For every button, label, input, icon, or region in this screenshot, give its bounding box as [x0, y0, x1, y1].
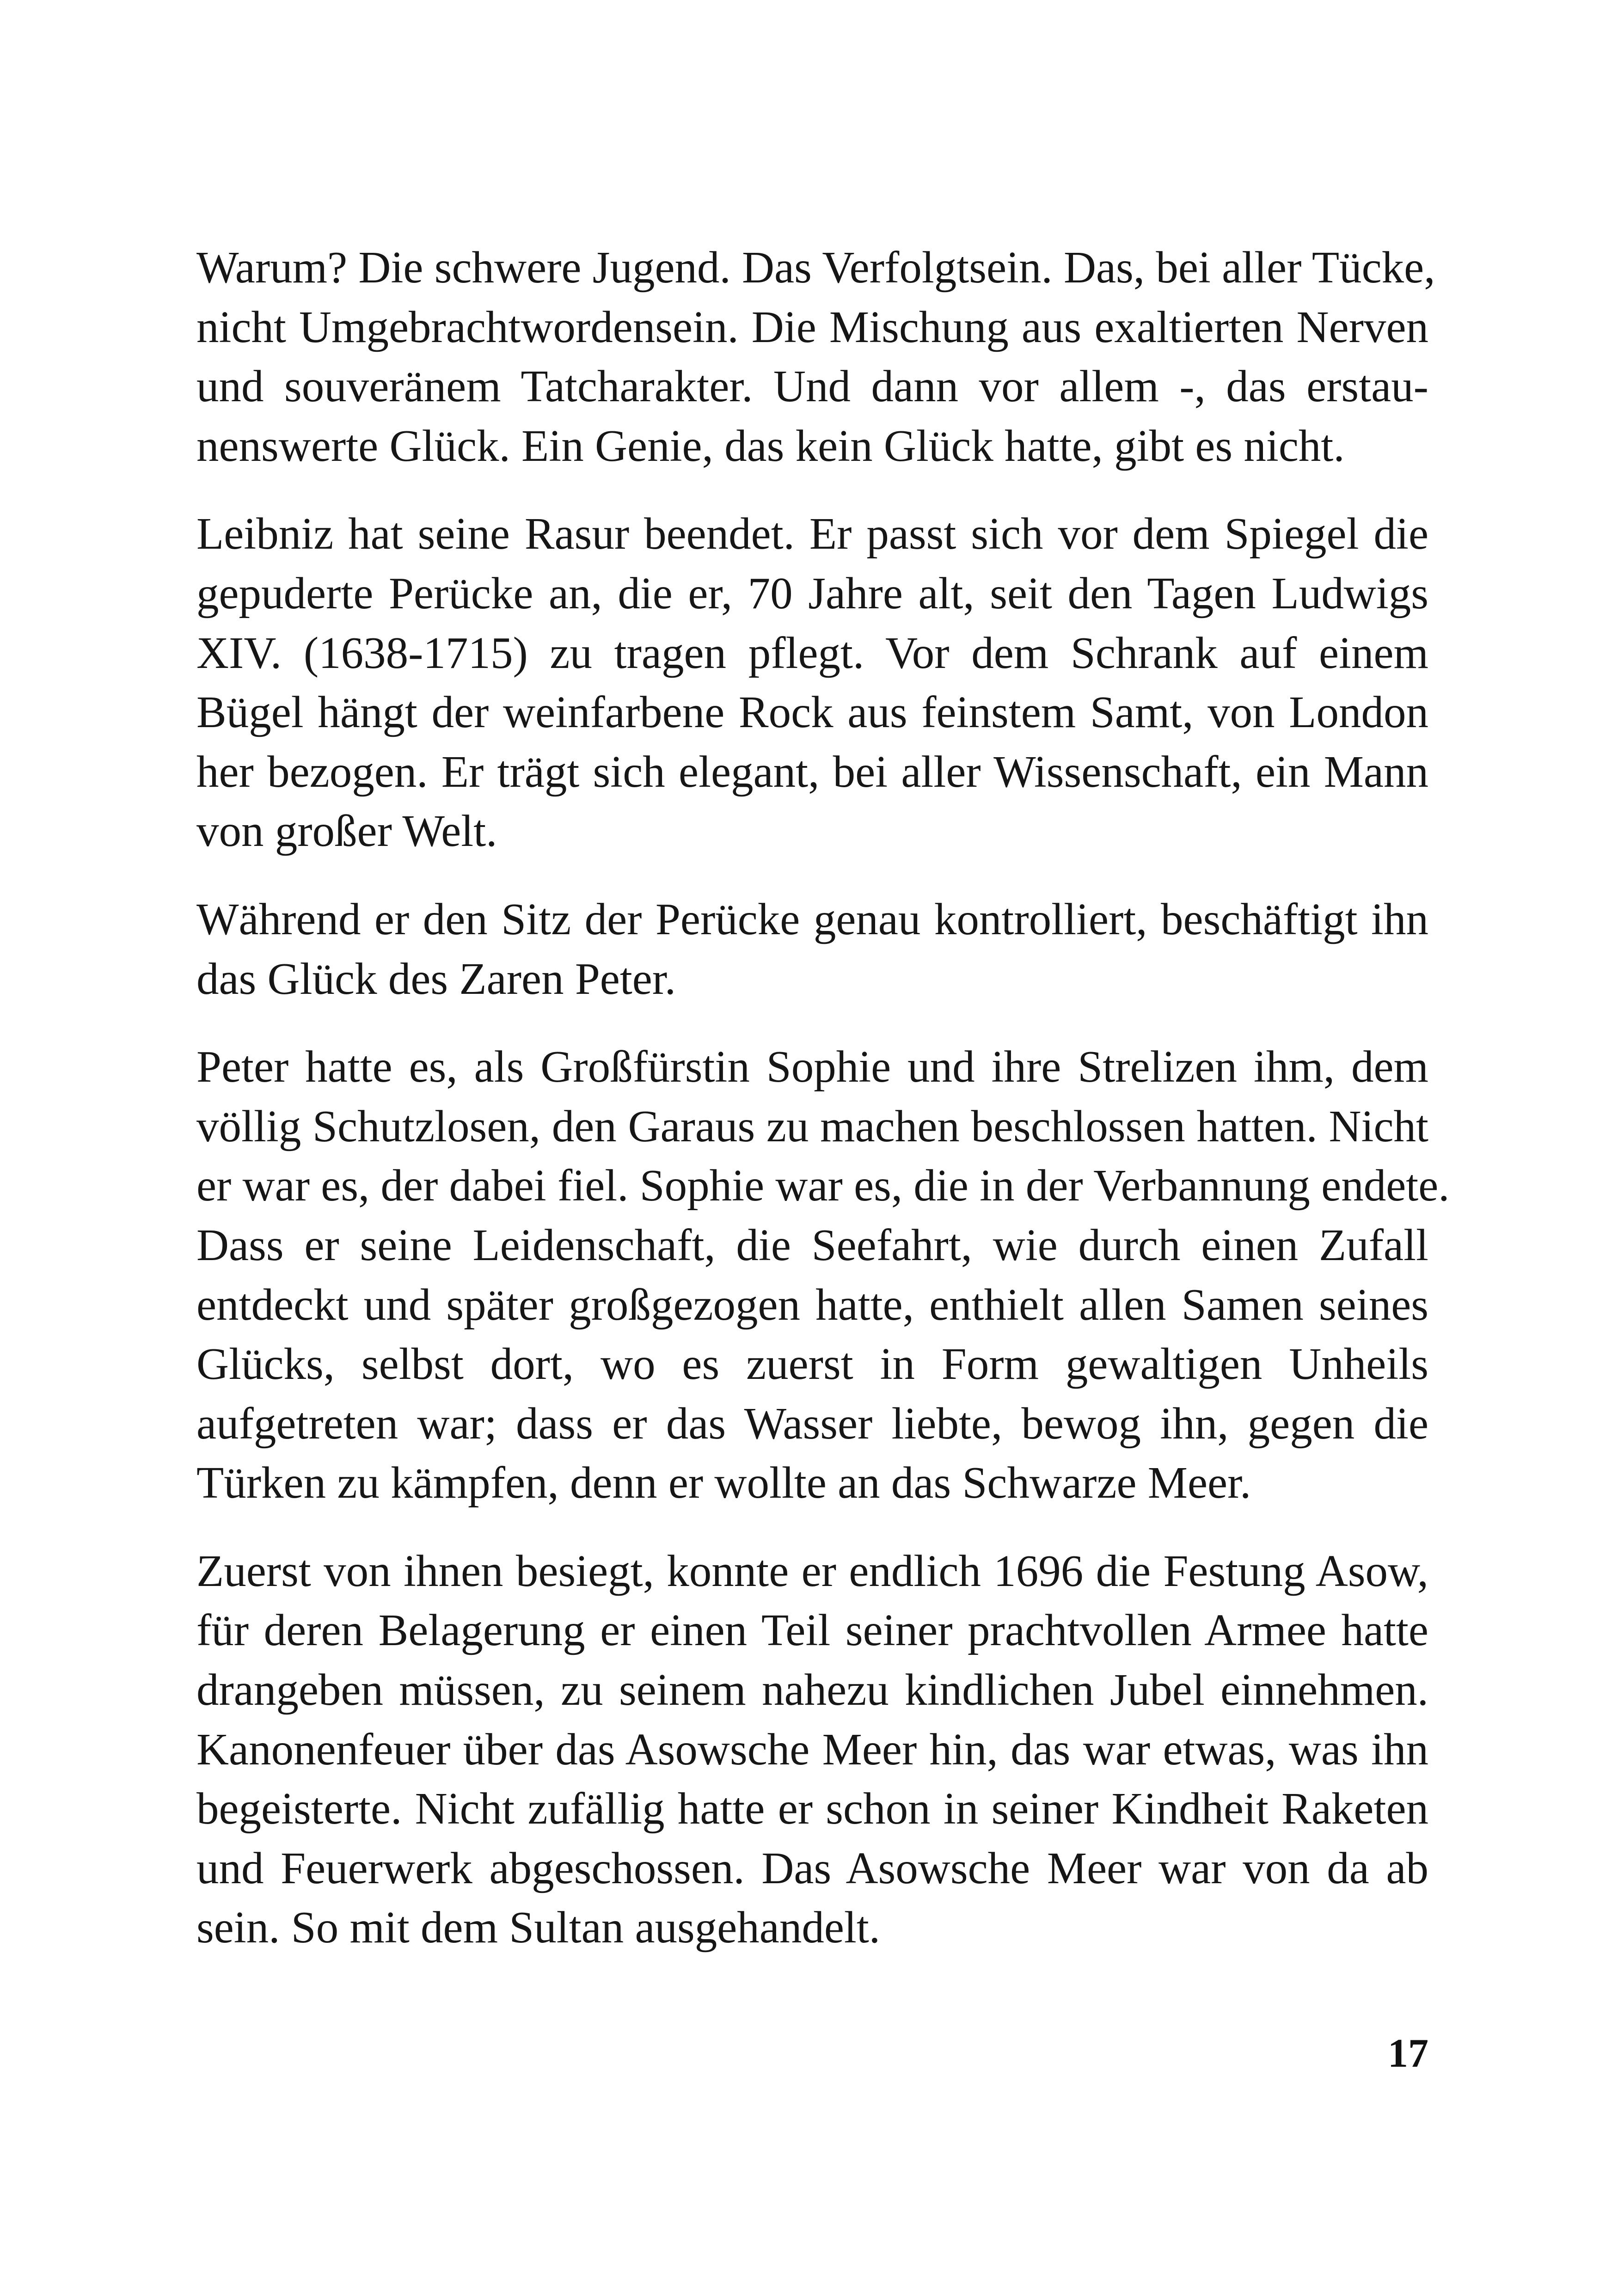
- text-line: Türken zu kämpfen, denn er wollte an das Schwarze Meer.: [196, 1458, 1251, 1508]
- text-line: Warum? Die schwere Jugend. Das Verfolgtsein. Das, bei aller Tücke,: [196, 243, 1435, 292]
- text-line: Während er den Sitz der Perücke genau kontrolliert, beschäftigt ihn: [196, 894, 1428, 944]
- text-line: nicht Umgebrachtwordensein. Die Mischung aus exaltierten Nerven: [196, 302, 1428, 352]
- text-line: entdeckt und später großgezogen hatte, enthielt allen Samen seines: [196, 1280, 1428, 1329]
- text-line: Zuerst von ihnen besiegt, konnte er endlich 1696 die Festung Asow,: [196, 1546, 1428, 1596]
- text-line: das Glück des Zaren Peter.: [196, 954, 676, 1004]
- paragraph-4: [196, 1037, 1450, 1513]
- text-line: Glücks, selbst dort, wo es zuerst in Form gewaltigen Unheils: [196, 1339, 1428, 1389]
- text-line: aufgetreten war; dass er das Wasser liebte, bewog ihn, gegen die: [196, 1398, 1428, 1448]
- text-line: Dass er seine Leidenschaft, die Seefahrt, wie durch einen Zufall: [196, 1220, 1428, 1270]
- text-line: für deren Belagerung er einen Teil seiner prachtvollen Armee hatte: [196, 1605, 1428, 1655]
- text-line: Leibniz hat seine Rasur beendet. Er passt sich vor dem Spiegel die: [196, 509, 1428, 559]
- text-line: XIV. (1638-1715) zu tragen pflegt. Vor dem Schrank auf einem: [196, 628, 1428, 678]
- text-line: Kanonenfeuer über das Asowsche Meer hin, das war etwas, was ihn: [196, 1724, 1428, 1774]
- text-line: gepuderte Perücke an, die er, 70 Jahre alt, seit den Tagen Ludwigs: [196, 568, 1428, 618]
- text-line: Bügel hängt der weinfarbene Rock aus feinstem Samt, von London: [196, 687, 1428, 737]
- page-number: 17: [1388, 2031, 1428, 2076]
- text-line: drangeben müssen, zu seinem nahezu kindlichen Jubel einnehmen.: [196, 1665, 1428, 1715]
- text-line: und Feuerwerk abgeschossen. Das Asowsche Meer war von da ab: [196, 1843, 1428, 1893]
- text-line: völlig Schutzlosen, den Garaus zu machen beschlossen hatten. Nicht: [196, 1101, 1428, 1151]
- paragraph-1: [196, 238, 1435, 476]
- text-line: sein. So mit dem Sultan ausgehandelt.: [196, 1903, 881, 1953]
- body-text: [196, 238, 1450, 1958]
- text-line: begeisterte. Nicht zufällig hatte er schon in seiner Kindheit Raketen: [196, 1784, 1428, 1834]
- paragraph-2: [196, 504, 1428, 861]
- text-line: Peter hatte es, als Großfürstin Sophie und ihre Strelizen ihm, dem: [196, 1042, 1428, 1092]
- text-line: nenswerte Glück. Ein Genie, das kein Glück hatte, gibt es nicht.: [196, 421, 1345, 471]
- paragraph-3: [196, 890, 1428, 1009]
- text-line: von großer Welt.: [196, 806, 497, 856]
- text-line: er war es, der dabei fiel. Sophie war es, die in der Verbannung endete.: [196, 1161, 1450, 1211]
- text-line: her bezogen. Er trägt sich elegant, bei aller Wissenschaft, ein Mann: [196, 747, 1428, 796]
- text-line: und souveränem Tatcharakter. Und dann vor allem -, das erstau-: [196, 361, 1428, 411]
- paragraph-5: [196, 1542, 1428, 1958]
